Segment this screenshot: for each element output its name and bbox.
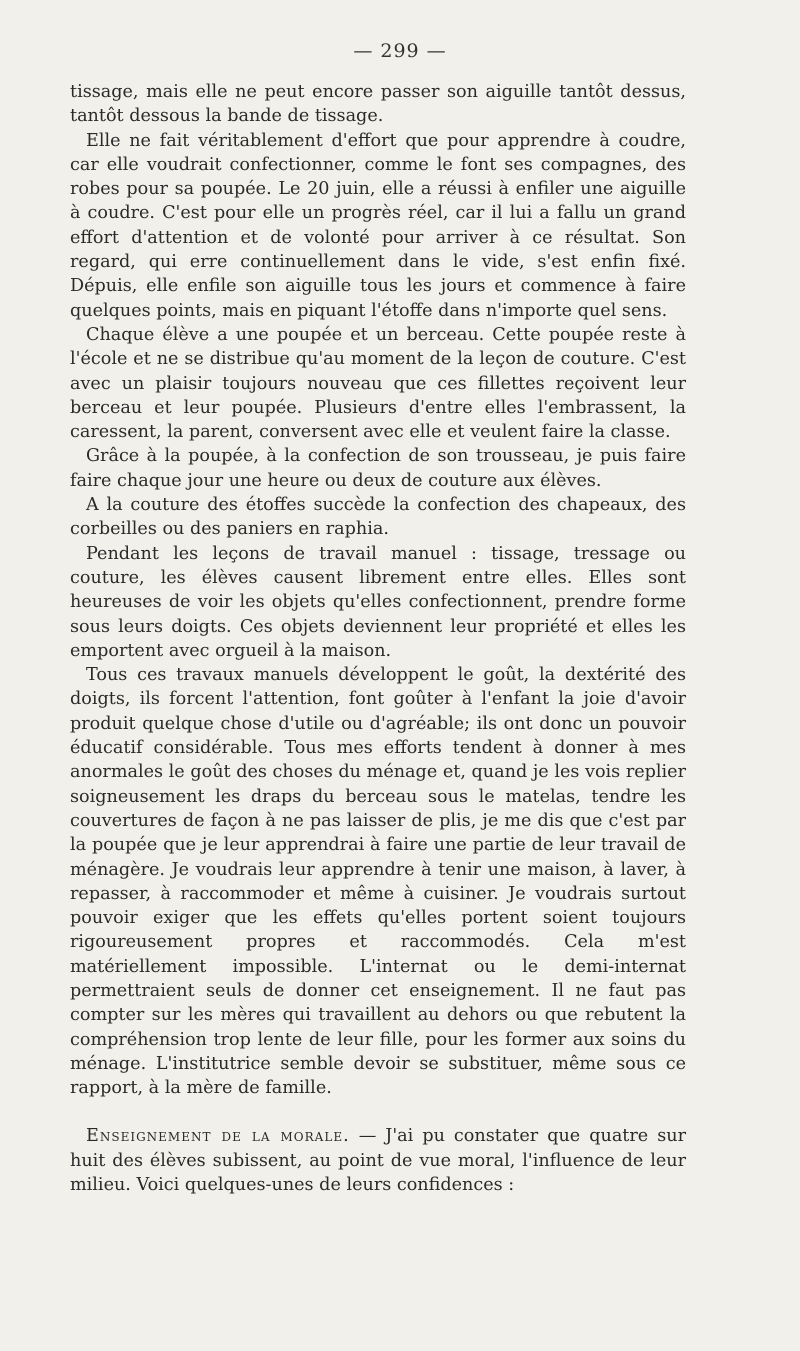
paragraph-4: Grâce à la poupée, à la confection de son trousseau, je puis faire faire chaque jour une heure ou deux de couture aux élèves. [70, 446, 686, 491]
page-number: — 299 — [353, 40, 447, 62]
paragraph-3: Chaque élève a une poupée et un berceau. Cette poupée reste à l'école et ne se distribue qu'au moment de la leçon de couture. C'est avec un plaisir toujours nouveau que ces fillettes reçoivent leur berceau et leur poupée. Plusieurs d'entre elles l'embrassent, la caressent, la parent, conversent avec elle et veulent faire la classe. [70, 324, 686, 443]
page-body [70, 80, 686, 1197]
section-heading: Enseignement de la morale. [86, 1126, 350, 1147]
paragraph-1: tissage, mais elle ne peut encore passer son aiguille tantôt dessus, tantôt dessous la bande de tissage. [70, 82, 686, 127]
paragraph-7: Tous ces travaux manuels développent le goût, la dextérité des doigts, ils forcent l'attention, font goûter à l'enfant la joie d'avoir produit quelque chose d'utile ou d'agréable; ils ont donc un pouvoir éducatif considérable. Tous mes efforts tendent à donner à mes anormales le goût des choses du ménage et, quand je les vois replier soigneusement les draps du berceau sous le matelas, tendre les couvertures de façon à ne pas laisser de plis, je me dis que c'est par la poupée que je leur apprendrai à faire une partie de leur travail de ménagère. Je voudrais leur apprendre à tenir une maison, à laver, à repasser, à raccommoder et même à cuisiner. Je voudrais surtout pouvoir exiger que les effets qu'elles portent soient toujours rigoureusement propres et raccommodés. Cela m'est matériellement impossible. L'internat ou le demi-internat permettraient seuls de donner cet enseignement. Il ne faut pas compter sur les mères qui travaillent au dehors ou que rebutent la compréhension trop lente de leur fille, pour les former aux soins du ménage. L'institutrice semble devoir se substituer, même sous ce rapport, à la mère de famille. [70, 665, 686, 1099]
section-paragraph [70, 1124, 686, 1197]
paragraph-5: A la couture des étoffes succède la confection des chapeaux, des corbeilles ou des paniers en raphia. [70, 495, 686, 540]
section-text: — J'ai pu constater que quatre sur huit des élèves subissent, au point de vue moral, l'influence de leur milieu. Voici quelques-unes de leurs confidences : [70, 1126, 686, 1196]
section-spacer [70, 1100, 686, 1124]
paragraph-2: Elle ne fait véritablement d'effort que pour apprendre à coudre, car elle voudrait confectionner, comme le font ses compagnes, des robes pour sa poupée. Le 20 juin, elle a réussi à enfiler une aiguille à coudre. C'est pour elle un progrès réel, car il lui a fallu un grand effort d'attention et de volonté pour arriver à ce résultat. Son regard, qui erre continuellement dans le vide, s'est enfin fixé. Dépuis, elle enfile son aiguille tous les jours et commence à faire quelques points, mais en piquant l'étoffe dans n'importe quel sens. [70, 130, 686, 321]
paragraph-6: Pendant les leçons de travail manuel : tissage, tressage ou couture, les élèves causent librement entre elles. Elles sont heureuses de voir les objets qu'elles confectionnent, prendre forme sous leurs doigts. Ces objets deviennent leur propriété et elles les emportent avec orgueil à la maison. [70, 543, 686, 661]
